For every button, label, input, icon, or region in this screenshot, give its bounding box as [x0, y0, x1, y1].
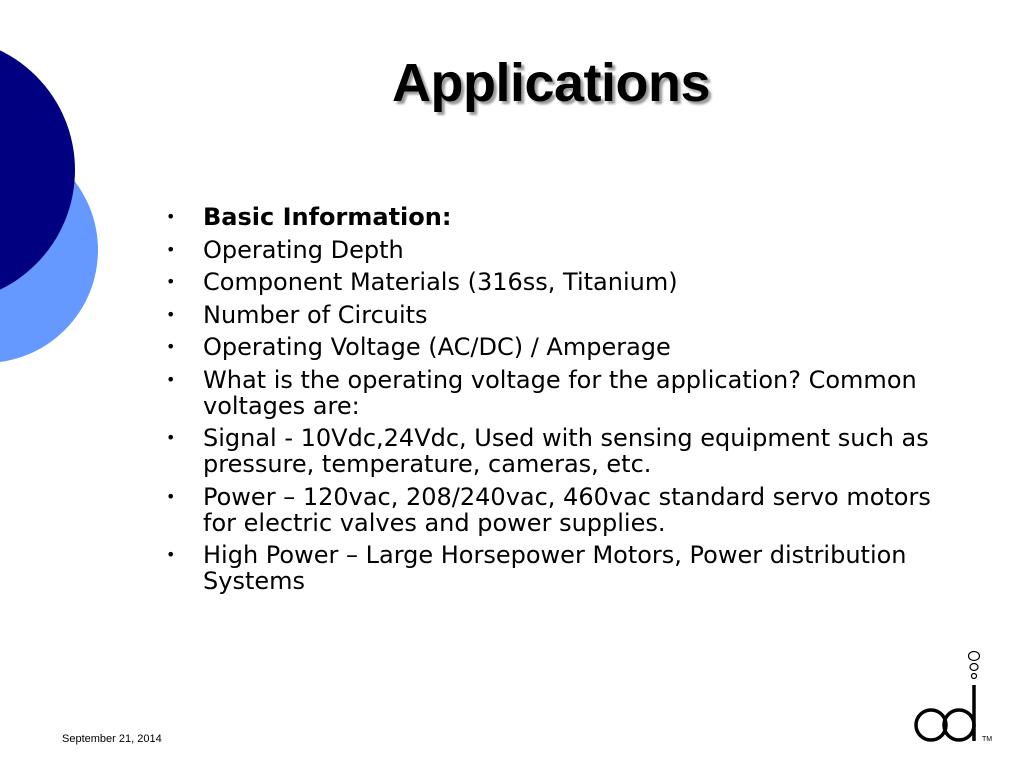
bullet-icon: •	[166, 428, 176, 447]
trademark-text: TM	[982, 736, 993, 743]
bullet-icon: •	[166, 272, 176, 291]
list-item: • What is the operating voltage for the application? Common voltages are:	[166, 365, 917, 420]
list-item: • Signal - 10Vdc,24Vdc, Used with sensing equipment such as pressure, temperature, cameras, etc.	[166, 424, 929, 478]
bullet-icon: •	[166, 369, 176, 389]
list-item: • Number of Circuits	[166, 300, 428, 329]
list-item: • Basic Information:	[166, 203, 452, 231]
bullet-icon: •	[166, 545, 176, 564]
bullet-icon: •	[166, 304, 176, 324]
list-item: • High Power – Large Horsepower Motors, Power distribution Systems	[166, 541, 907, 595]
footer-date: September 21, 2014	[62, 733, 162, 745]
bullet-list	[160, 204, 960, 601]
decorative-circles	[0, 0, 110, 420]
list-item: • Power – 120vac, 208/240vac, 460vac standard servo motors for electric valves and power supplies.	[166, 482, 931, 537]
bullet-icon: •	[166, 239, 176, 259]
slide-title: Applications	[392, 53, 711, 113]
bullet-icon: •	[166, 207, 176, 226]
bullet-icon: •	[166, 486, 176, 506]
bullet-icon: •	[166, 337, 176, 356]
list-item: • Operating Depth	[166, 235, 404, 264]
od-logo-icon	[904, 650, 1004, 750]
list-item: • Operating Voltage (AC/DC) / Amperage	[166, 333, 671, 361]
list-item: • Component Materials (316ss, Titanium)	[166, 268, 678, 296]
